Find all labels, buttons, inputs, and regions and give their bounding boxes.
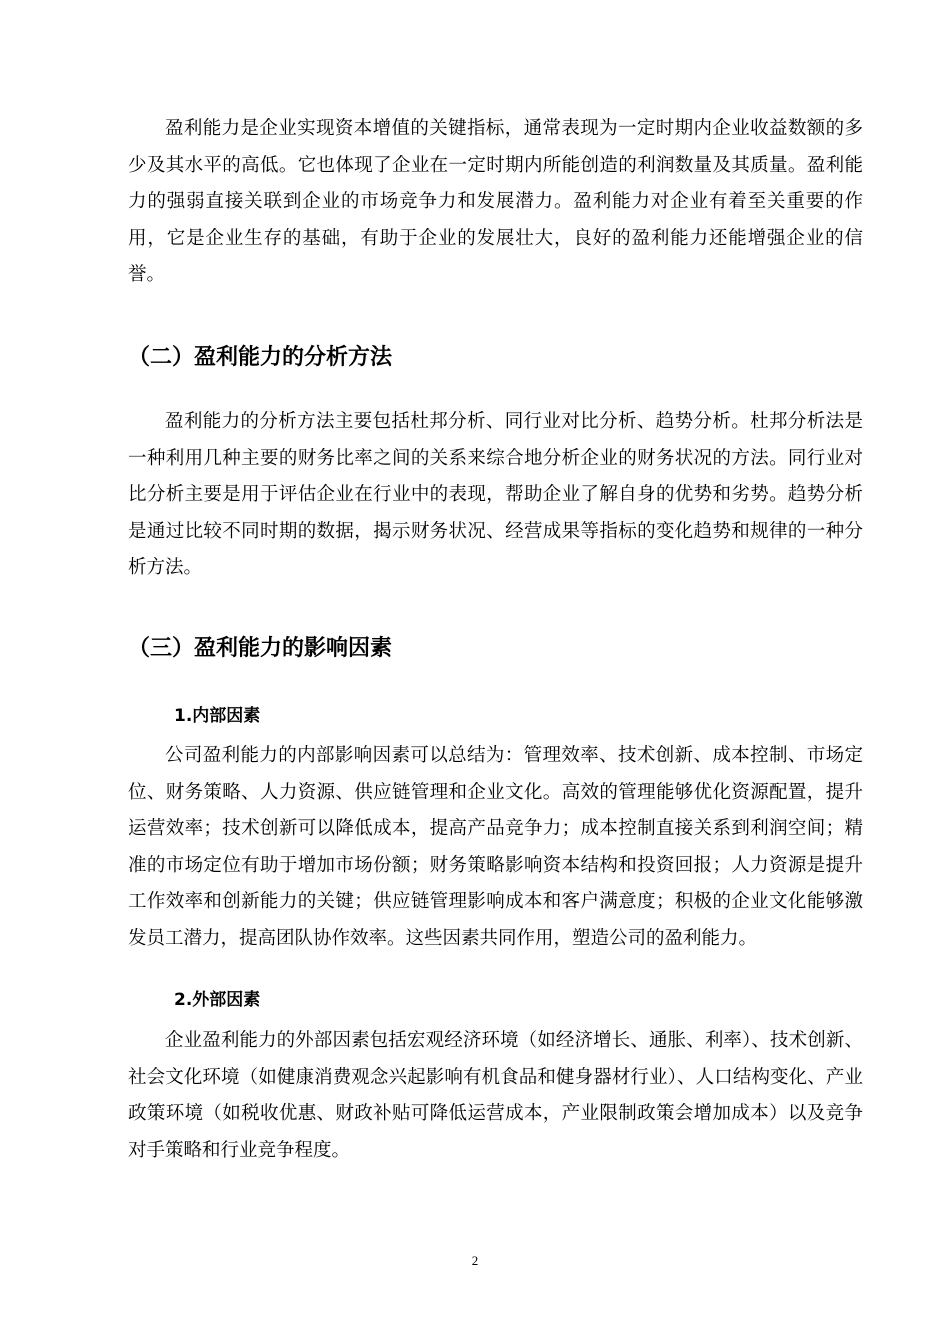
subheading-external-factors: 2.外部因素 bbox=[174, 990, 261, 1010]
section-heading-analysis-methods: （二）盈利能力的分析方法 bbox=[128, 345, 393, 370]
external-factors-paragraph: 企业盈利能力的外部因素包括宏观经济环境（如经济增长、通胀、利率）、技术创新、社会文化环境（如健康消费观念兴起影响有机食品和健身器材行业）、人口结构变化、产业政策环境（如税收优惠、财政补贴可降低运营成本，产业限制政策会增加成本）以及竞争对手策略和行业竞争程度。 bbox=[128, 1030, 863, 1161]
internal-factors-paragraph: 公司盈利能力的内部影响因素可以总结为：管理效率、技术创新、成本控制、市场定位、财务策略、人力资源、供应链管理和企业文化。高效的管理能够优化资源配置，提升运营效率；技术创新可以降低成本，提高产品竞争力；成本控制直接关系到利润空间；精准的市场定位有助于增加市场份额；财务策略影响资本结构和投资回报；人力资源是提升工作效率和创新能力的关键；供应链管理影响成本和客户满意度；积极的企业文化能够激发员工潜力，提高团队协作效率。这些因素共同作用，塑造公司的盈利能力。 bbox=[128, 745, 863, 949]
intro-paragraph: 盈利能力是企业实现资本增值的关键指标，通常表现为一定时期内企业收益数额的多少及其水平的高低。它也体现了企业在一定时期内所能创造的利润数量及其质量。盈利能力的强弱直接关联到企业的市场竞争力和发展潜力。盈利能力对企业有着至关重要的作用，它是企业生存的基础，有助于企业的发展壮大，良好的盈利能力还能增强企业的信誉。 bbox=[128, 118, 863, 286]
analysis-methods-paragraph: 盈利能力的分析方法主要包括杜邦分析、同行业对比分析、趋势分析。杜邦分析法是一种利用几种主要的财务比率之间的关系来综合地分析企业的财务状况的方法。同行业对比分析主要是用于评估企业在行业中的表现，帮助企业了解自身的优势和劣势。趋势分析是通过比较不同时期的数据，揭示财务状况、经营成果等指标的变化趋势和规律的一种分析方法。 bbox=[128, 411, 863, 579]
page-number: 2 bbox=[471, 1253, 479, 1268]
section-heading-influencing-factors: （三）盈利能力的影响因素 bbox=[128, 636, 393, 661]
subheading-internal-factors: 1.内部因素 bbox=[174, 706, 261, 726]
